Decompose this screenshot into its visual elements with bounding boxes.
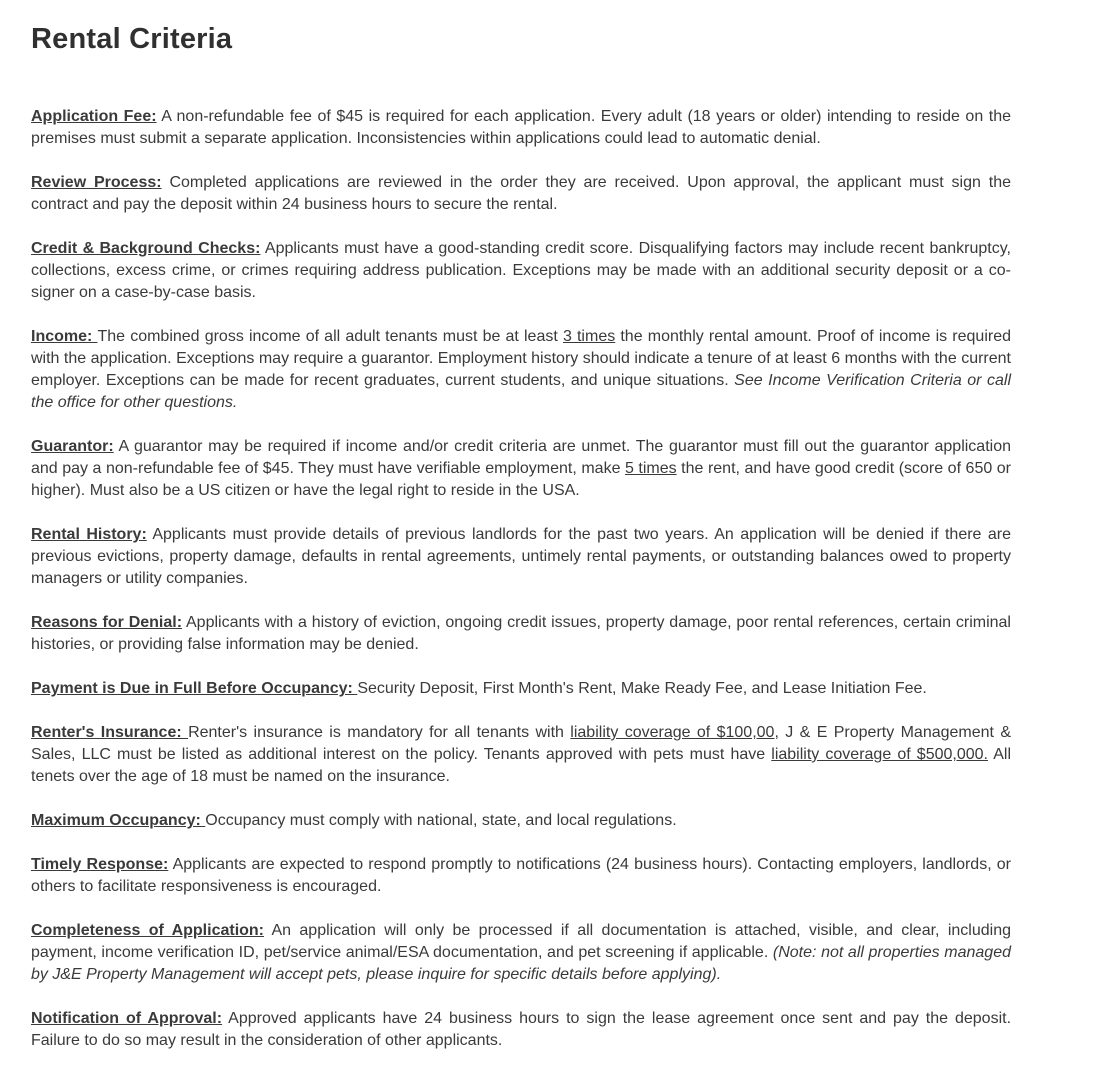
- text-run: The combined gross income of all adult tenants must be at least: [97, 328, 563, 345]
- text-run: (Note: not all properties managed by J&E Property Management will accept pets, please inquire for specific details before applying).: [31, 944, 1012, 983]
- document-body: [31, 106, 1011, 1052]
- text-run: , J & E Property Management & Sales, LLC must be listed as additional interest on the policy. Tenants approved with pets must have: [31, 724, 1012, 763]
- paragraph: [31, 326, 1011, 414]
- text-run: Applicants with a history of eviction, ongoing credit issues, property damage, poor rental references, certain criminal histories, or providing false information may be denied.: [31, 614, 1011, 653]
- paragraph: [31, 524, 1011, 590]
- paragraph: [31, 436, 1011, 502]
- text-run: Applicants are expected to respond promptly to notifications (24 business hours). Contacting employers, landlords, or others to facilitate responsiveness is encouraged.: [31, 856, 1011, 895]
- paragraph: [31, 678, 1011, 700]
- paragraph: [31, 722, 1011, 788]
- text-run: 5 times: [625, 460, 677, 477]
- paragraph-heading: Timely Response:: [31, 856, 169, 873]
- paragraph-heading: Completeness of Application:: [31, 922, 265, 939]
- paragraph-heading: Rental History:: [31, 526, 147, 543]
- paragraph: [31, 810, 1011, 832]
- paragraph-heading: Reasons for Denial:: [31, 614, 183, 631]
- document-title: Rental Criteria: [31, 23, 233, 55]
- paragraph-heading: Income:: [31, 328, 98, 345]
- paragraph: [31, 1008, 1011, 1052]
- paragraph: [31, 238, 1011, 304]
- paragraph: [31, 920, 1011, 986]
- text-run: A guarantor may be required if income and/or credit criteria are unmet. The guarantor must fill out the guarantor application and pay a non-refundable fee of $45. They must have verifiable employment, make: [31, 438, 1011, 477]
- text-run: An application will only be processed if all documentation is attached, visible, and clear, including payment, income verification ID, pet/service animal/ESA documentation, and pet screening if applicable.: [31, 922, 1012, 961]
- paragraph-heading: Notification of Approval:: [31, 1010, 223, 1027]
- text-run: 3 times: [562, 328, 616, 345]
- text-run: See Income Verification Criteria or call the office for other questions.: [31, 372, 1012, 411]
- text-run: the monthly rental amount. Proof of income is required with the application. Exceptions may require a guarantor. Employment history should indicate a tenure of at least 6 months with the current employer. Exceptions can be made for recent graduates, current students, and unique situations.: [31, 328, 1011, 389]
- paragraph-heading: Payment is Due in Full Before Occupancy:: [31, 680, 358, 697]
- paragraph-heading: Maximum Occupancy:: [31, 812, 206, 829]
- paragraph-heading: Application Fee:: [31, 108, 157, 125]
- text-run: Approved applicants have 24 business hours to sign the lease agreement once sent and pay the deposit. Failure to do so may result in the consideration of other applicants.: [31, 1010, 1012, 1049]
- paragraph-heading: Guarantor:: [31, 438, 114, 455]
- text-run: A non-refundable fee of $45 is required for each application. Every adult (18 years or older) intending to reside on the premises must submit a separate application. Inconsistencies within applications could lead to automatic denial.: [31, 108, 1011, 147]
- paragraph: [31, 106, 1011, 150]
- text-run: liability coverage of $500,000.: [771, 746, 988, 763]
- text-run: All tenets over the age of 18 must be named on the insurance.: [31, 746, 1012, 785]
- text-run: Applicants must have a good-standing credit score. Disqualifying factors may include recent bankruptcy, collections, excess crime, or crimes requiring address publication. Exceptions may be made with an additional security deposit or a co-signer on a case-by-case basis.: [31, 240, 1011, 301]
- paragraph-heading: Credit & Background Checks:: [31, 240, 261, 257]
- text-run: liability coverage of $100,00: [570, 724, 775, 741]
- text-run: Completed applications are reviewed in the order they are received. Upon approval, the applicant must sign the contract and pay the deposit within 24 business hours to secure the rental.: [31, 174, 1012, 213]
- text-run: Renter's insurance is mandatory for all tenants with: [188, 724, 571, 741]
- paragraph: [31, 612, 1011, 656]
- paragraph: [31, 172, 1011, 216]
- paragraph-heading: Renter's Insurance:: [31, 724, 189, 741]
- paragraph-heading: Review Process:: [31, 174, 162, 191]
- text-run: the rent, and have good credit (score of 650 or higher). Must also be a US citizen or have the legal right to reside in the USA.: [31, 460, 1011, 499]
- text-run: Occupancy must comply with national, state, and local regulations.: [205, 812, 677, 829]
- text-run: Security Deposit, First Month's Rent, Make Ready Fee, and Lease Initiation Fee.: [357, 680, 927, 697]
- paragraph: [31, 854, 1011, 898]
- text-run: Applicants must provide details of previous landlords for the past two years. An application will be denied if there are previous evictions, property damage, defaults in rental agreements, untimely rental payments, or outstanding balances owed to property managers or utility companies.: [31, 526, 1012, 587]
